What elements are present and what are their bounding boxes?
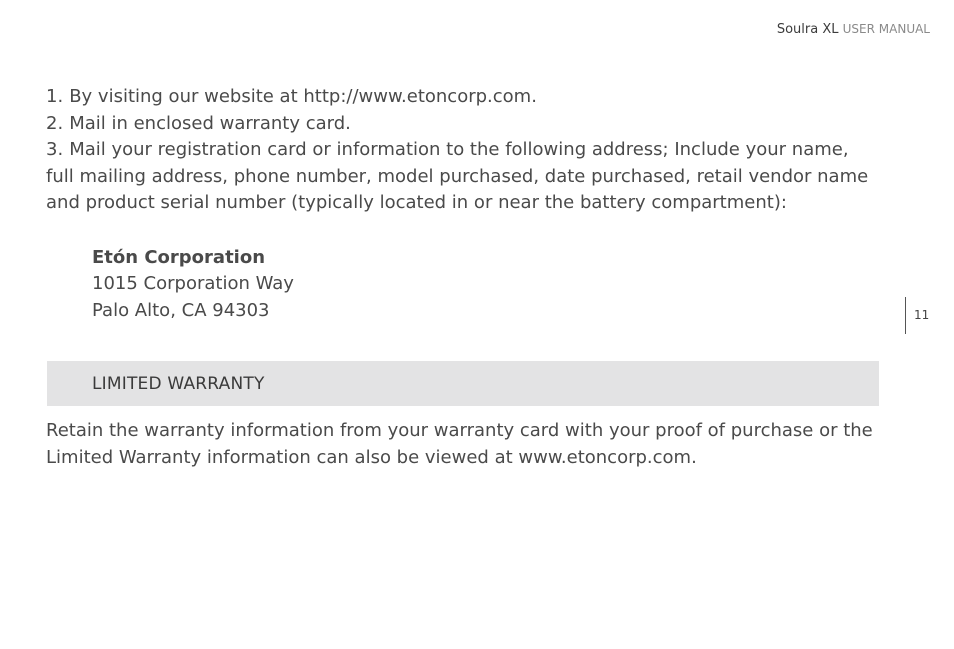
page-number: 11 — [905, 297, 929, 334]
list-item-number: 1. — [46, 86, 64, 107]
list-item-number: 3. — [46, 139, 64, 160]
section-header-bar — [47, 361, 879, 406]
list-item — [46, 84, 876, 111]
list-item-number: 2. — [46, 112, 64, 134]
manual-label: USER MANUAL — [842, 22, 930, 36]
list-item — [46, 111, 876, 138]
section-title: LIMITED WARRANTY — [92, 374, 265, 394]
address-city: Palo Alto, CA 94303 — [92, 299, 270, 321]
product-name: Soulra XL — [776, 22, 839, 37]
registration-list — [46, 84, 876, 217]
warranty-paragraph: Retain the warranty information from your warranty card with your proof of purchase or the Limited Warranty information can also be viewed at www.etoncorp.com. — [46, 420, 873, 468]
address-street: 1015 Corporation Way — [92, 273, 294, 294]
list-item-text: By visiting our website at http://www.etoncorp.com. — [69, 86, 537, 107]
list-item-text: Mail your registration card or information to the following address; Include your name, full mailing address, phone number, model purchased, date purchased, retail vendor name and product serial number (typically located in or near the battery compartment): — [46, 139, 869, 213]
list-item — [46, 137, 876, 217]
page-header — [777, 22, 930, 37]
registration-content — [46, 84, 876, 324]
mailing-address — [92, 245, 876, 325]
list-item-text: Mail in enclosed warranty card. — [69, 112, 351, 134]
company-name: Etón Corporation — [92, 246, 266, 268]
